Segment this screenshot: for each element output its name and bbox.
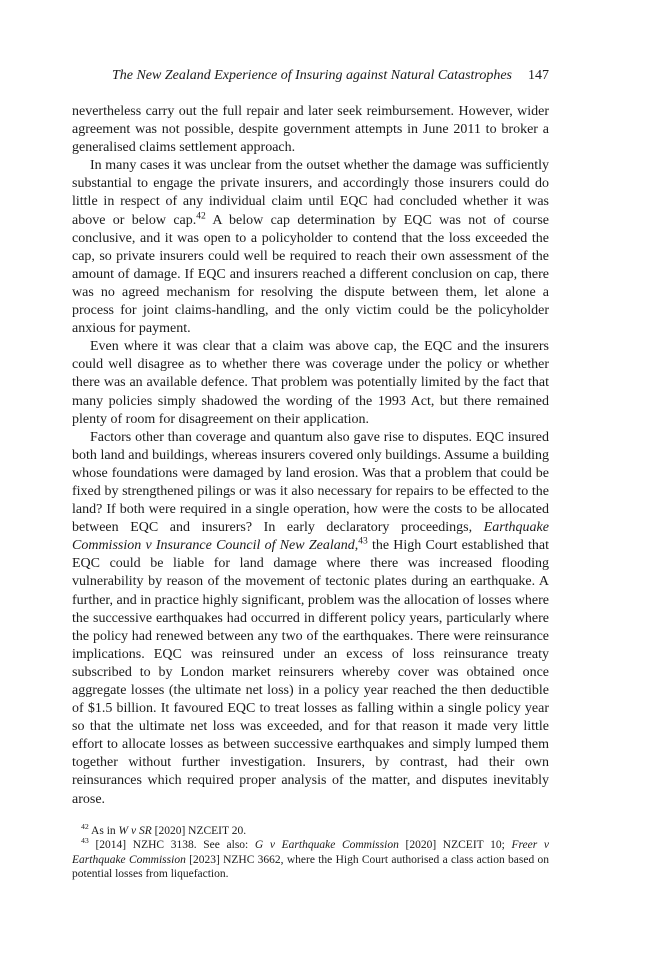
paragraph-text: the High Court established that EQC could be liable for land damage where there was increased flooding vulnerability by reason of the movement of tectonic plates during an earthquake. A further, and in practice highly significant, problem was the allocation of losses where the successive earthquakes had occurred in different policy years, particularly where the policy had renewed between any two of the earthquakes. There were reinsurance implications. EQC was reinsured under an excess of loss reinsurance treaty subscribed to by London market reinsurers whereby cover was obtained once aggregate losses (the ultimate net loss) in a policy year reached the then deductible of $1.5 billion. It favoured EQC to treat losses as falling within a single policy year so that the ultimate net loss was exceeded, and for that reason it made very little effort to allocate losses as between successive earthquakes and simply lumped them together without further investigation. Insurers, by contrast, had their own reinsurances which required proper analysis of the matter, and disputes inevitably arose. [72,538,549,807]
footnote-text: [2020] NZCEIT 10; [398,839,512,852]
case-name: W v SR [118,825,152,837]
paragraph-text: A below cap determination by EQC was not of course conclusive, and it was open to a policyholder to contend that the loss exceeded the cap, so private insurers could well be required to reach their own assessment of the amount of damage. If EQC and insurers reached a different conclusion on cap, there was no agreed mechanism for resolving the dispute between them, let alone a process for joint claims-handling, and the only victim could be the policyholder anxious for payment. [72,212,550,337]
footnote-number: 43 [81,836,89,846]
footnote-text: As in [88,825,119,837]
case-name: Freer v Earthquake Commission [72,839,550,866]
punctuation: , [354,538,359,554]
paragraph-text: Even where it was clear that a claim was above cap, the EQC and the insurers could well disagree as to whether there was coverage under the policy or whether there was an available defence. That problem was potentially limited by the fact that many policies simply shadowed the wording of the 1993 Act, but there remained plenty of room for disagreement on their application. [72,339,549,427]
footnote-text: [2023] NZHC 3662, where the High Court authorised a class action based on potential losses from liquefaction. [72,853,549,881]
paragraph-disputes [72,429,549,809]
footnote-number: 42 [81,822,89,832]
paragraph-cap-determination [72,157,549,338]
footnote-42 [72,824,549,838]
paragraph-text: nevertheless carry out the full repair and later seek reimbursement. However, wider agreement was not possible, despite government attempts in June 2011 to broker a generalised claims settlement approach. [72,104,549,156]
case-name: Earthquake Commission v Insurance Council of New Zealand [72,520,549,554]
footnote-text: [2014] NZHC 3138. See also: [88,839,255,852]
paragraph-text: Factors other than coverage and quantum also gave rise to disputes. EQC insured both land and buildings, whereas insurers covered only buildings. Assume a building whose foundations were damaged by land erosion. Was that a problem that could be fixed by strengthened pilings or was it also necessary for repairs to be effected to the land? If both were required in a single operation, how were the costs to be allocated between EQC and insurers? In early declaratory proceedings, [72,429,549,536]
case-name: G v Earthquake Commission [254,839,399,852]
footnote-text: [2020] NZCEIT 20. [151,825,247,837]
footnote-ref-43: 43 [358,536,368,547]
running-header [72,67,549,85]
paragraph-continued [72,103,549,157]
paragraph-coverage [72,338,549,428]
body-text [72,103,549,809]
paragraph-text: In many cases it was unclear from the outset whether the damage was sufficiently substantial to engage the private insurers, and accordingly those insurers could do little in respect of any individual claim until EQC had concluded whether it was above or below cap. [72,158,549,228]
page-number: 147 [528,68,549,83]
footnotes [72,824,549,882]
footnote-43 [72,838,549,881]
running-title: The New Zealand Experience of Insuring against Natural Catastrophes [111,68,512,83]
footnote-ref-42: 42 [196,210,206,221]
